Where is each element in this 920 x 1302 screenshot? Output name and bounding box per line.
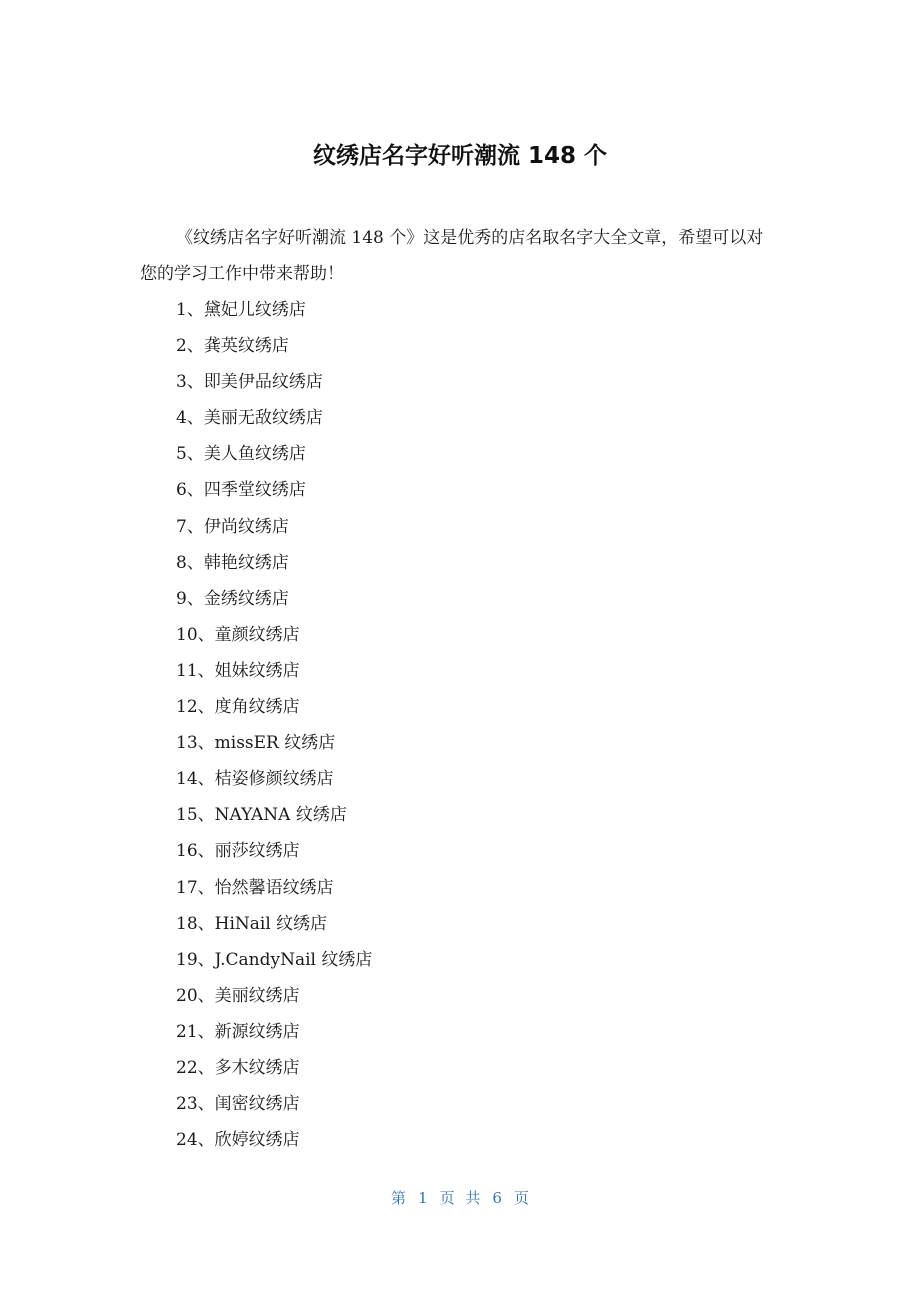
footer-middle: 页 共 <box>439 1189 481 1207</box>
list-item: 21、新源纹绣店 <box>176 1021 300 1042</box>
list-item: 10、童颜纹绣店 <box>176 624 300 645</box>
list-item: 15、NAYANA 纹绣店 <box>176 805 347 826</box>
list-item: 3、即美伊品纹绣店 <box>176 372 323 393</box>
list-item: 19、J.CandyNail 纹绣店 <box>176 949 373 970</box>
footer-prefix: 第 <box>391 1189 407 1207</box>
footer-suffix: 页 <box>513 1189 529 1207</box>
intro-paragraph: 《纹绣店名字好听潮流 148 个》这是优秀的店名取名字大全文章，希望可以对您的学习工作中带来帮助！ <box>140 228 764 284</box>
list-item: 6、四季堂纹绣店 <box>176 480 306 501</box>
page-footer <box>0 1186 920 1210</box>
list-item: 8、韩艳纹绣店 <box>176 552 289 573</box>
list-item: 23、闺密纹绣店 <box>176 1094 300 1115</box>
footer-current-page: 1 <box>418 1189 428 1207</box>
list-item: 20、美丽纹绣店 <box>176 985 300 1006</box>
list-item: 7、伊尚纹绣店 <box>176 516 289 537</box>
list-item: 18、HiNail 纹绣店 <box>176 913 328 934</box>
list-item: 17、怡然馨语纹绣店 <box>176 877 334 898</box>
list-item: 5、美人鱼纹绣店 <box>176 444 306 465</box>
list-item: 2、龚英纹绣店 <box>176 336 289 357</box>
list-item: 12、度角纹绣店 <box>176 697 300 718</box>
list-item: 14、桔姿修颜纹绣店 <box>176 769 334 790</box>
document-title: 纹绣店名字好听潮流 148 个 <box>312 143 608 169</box>
list-item: 13、missER 纹绣店 <box>176 733 336 754</box>
list-item: 9、金绣纹绣店 <box>176 588 289 609</box>
list-item: 4、美丽无敌纹绣店 <box>176 408 323 429</box>
footer-total-pages: 6 <box>492 1189 502 1207</box>
shop-name-list <box>176 292 372 1158</box>
list-item: 11、姐妹纹绣店 <box>176 660 300 681</box>
list-item: 1、黛妃儿纹绣店 <box>176 300 306 320</box>
list-item: 16、丽莎纹绣店 <box>176 841 300 862</box>
list-item: 22、多木纹绣店 <box>176 1057 300 1078</box>
list-item: 24、欣婷纹绣店 <box>176 1130 300 1151</box>
